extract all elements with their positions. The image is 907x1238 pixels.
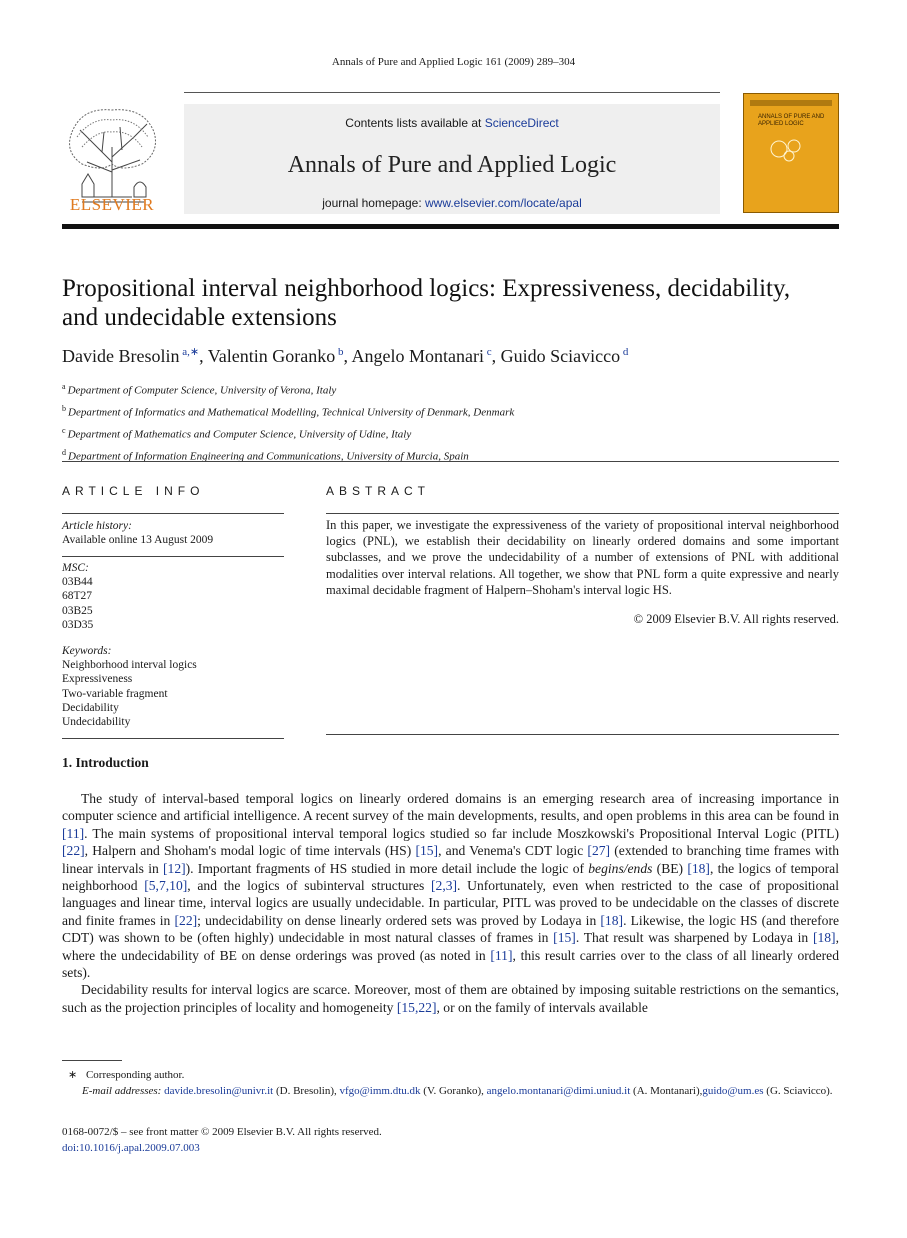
masthead-thick-rule xyxy=(62,224,839,229)
affiliation-text: Department of Informatics and Mathematical Modelling, Technical University of Denmark, Denmark xyxy=(68,406,515,419)
citation-link[interactable]: [11] xyxy=(62,825,85,841)
citation-link[interactable]: [22] xyxy=(62,843,85,859)
history-label: Article history: xyxy=(62,520,132,532)
text-run: , where the undecidability of BE on dense orderings was proved (as noted in xyxy=(62,930,839,963)
keyword: Decidability xyxy=(62,701,119,714)
abstract-text: In this paper, we investigate the expressiveness of the variety of propositional interval neighborhood logics (PNL), we establish their decidability on linearly ordered domains and some important subclasses, and we prove the undecidability of a number of extensions of PNL with additional modalities over interval relations. All together, we show that PNL form a quite expressive and nearly maximal decidable fragment of Halpern–Shoham's interval logic HS. xyxy=(326,518,839,597)
footnote-rule xyxy=(62,1060,122,1061)
text-run: . The main systems of propositional interval temporal logics studied so far include Moszkowski's Propositional Interval Logic (PITL) xyxy=(84,825,839,841)
msc-code: 03B44 xyxy=(62,576,93,589)
paragraph xyxy=(62,790,839,981)
footnotes xyxy=(62,1067,839,1099)
author-affiliation-mark[interactable]: a,∗ xyxy=(179,346,200,358)
title-line-1: Propositional interval neighborhood logics: Expressiveness, decidability, xyxy=(62,275,791,302)
doi-link[interactable]: doi:10.1016/j.apal.2009.07.003 xyxy=(62,1142,200,1154)
text-run: , Halpern and Shoham's modal logic of time intervals (HS) xyxy=(84,843,416,859)
journal-cover-thumbnail xyxy=(743,93,839,213)
affiliation-text: Department of Information Engineering and Communications, University of Murcia, Spain xyxy=(68,450,469,463)
abstract-rule xyxy=(326,734,839,735)
article-title xyxy=(62,274,842,332)
text-run: (BE) xyxy=(652,860,688,876)
corresponding-mark: ∗ xyxy=(68,1069,78,1081)
affiliation xyxy=(62,400,842,422)
text-run: , the logics of temporal neighborhood xyxy=(62,860,839,894)
msc-label: MSC: xyxy=(62,562,89,574)
author-separator: , xyxy=(343,346,352,366)
email-link[interactable]: angelo.montanari@dimi.uniud.it xyxy=(486,1085,631,1097)
keyword: Two-variable fragment xyxy=(62,687,168,700)
keyword-list xyxy=(62,658,284,729)
citation-link[interactable]: [18] xyxy=(687,860,710,876)
author-separator: , xyxy=(491,346,501,366)
msc-code: 03B25 xyxy=(62,604,93,617)
citation-link[interactable]: [22] xyxy=(174,912,198,928)
citation-link[interactable]: [18] xyxy=(812,930,836,946)
cover-decoration-icon xyxy=(764,134,814,164)
affiliation-key: b xyxy=(62,403,68,413)
text-run: ). Important fragments of HS studied in more detail include the logic of xyxy=(185,860,589,876)
affiliation-key: c xyxy=(62,425,68,435)
msc-block xyxy=(62,557,284,644)
keyword: Neighborhood interval logics xyxy=(62,659,197,672)
text-run: . Likewise, the logic HS (and therefore CDT) was shown to be (often highly) undecidable in most natural classes of frames in xyxy=(62,912,840,946)
citation-link[interactable]: [2,3] xyxy=(431,878,458,894)
email-link[interactable]: vfgo@imm.dtu.dk xyxy=(339,1085,421,1097)
abstract-rule xyxy=(326,513,839,514)
corresponding-text: Corresponding author. xyxy=(85,1069,185,1081)
author-name: Davide Bresolin xyxy=(62,346,180,366)
author-affiliation-mark[interactable]: d xyxy=(620,346,629,358)
issn-line: 0168-0072/$ – see front matter © 2009 Elsevier B.V. All rights reserved. xyxy=(62,1126,382,1138)
legal-footer xyxy=(62,1124,382,1156)
msc-code: 68T27 xyxy=(62,590,93,603)
paragraph xyxy=(62,981,839,1016)
abstract xyxy=(326,484,839,626)
keyword: Undecidability xyxy=(62,716,131,729)
email-link[interactable]: davide.bresolin@univr.it xyxy=(164,1085,274,1097)
citation-link[interactable]: [15] xyxy=(553,930,576,946)
text-run: Decidability results for interval logics are scarce. Moreover, most of them are obtained by imposing suitable restrictions on the semantics, such as the projection principles of locality and homogeneity xyxy=(62,982,839,1015)
keywords-block xyxy=(62,644,284,738)
author-affiliation-mark[interactable]: c xyxy=(483,346,492,358)
italic-term: begins/ends xyxy=(588,860,653,876)
author-affiliation-mark[interactable]: b xyxy=(335,346,344,358)
masthead-box xyxy=(184,104,720,214)
affiliation-text: Department of Mathematics and Computer Science, University of Udine, Italy xyxy=(67,428,412,441)
citation-link[interactable]: [15,22] xyxy=(396,999,437,1015)
cover-band xyxy=(750,100,832,106)
email-label: E-mail addresses: xyxy=(82,1085,165,1097)
journal-masthead xyxy=(62,92,839,214)
email-link[interactable]: guido@um.es xyxy=(702,1085,764,1097)
affiliation-list xyxy=(62,378,842,466)
affiliation-key: a xyxy=(62,382,68,391)
citation-link[interactable]: [5,7,10] xyxy=(144,878,188,894)
abstract-heading: ABSTRACT xyxy=(326,484,431,498)
citation-link[interactable]: [12] xyxy=(163,860,186,876)
sciencedirect-link[interactable]: ScienceDirect xyxy=(484,116,559,130)
msc-list xyxy=(62,575,284,632)
text-run: , or on the family of intervals available xyxy=(436,999,648,1015)
keyword: Expressiveness xyxy=(62,673,133,686)
text-run: The study of interval-based temporal logics on linearly ordered domains is an emerging research area of increasing importance in computer science and artificial intelligence. A recent survey of the main developments, results, and open problems in this area can be found in xyxy=(62,791,839,824)
text-run: ; undecidability on dense linearly ordered sets was proved by Lodaya in xyxy=(197,912,601,928)
info-rule xyxy=(62,738,284,739)
front-matter-rule xyxy=(62,461,839,462)
publisher-logo-text: ELSEVIER xyxy=(69,195,155,214)
homepage-prefix: journal homepage: xyxy=(322,196,425,210)
affiliation xyxy=(62,378,842,400)
author-name: Guido Sciavicco xyxy=(500,346,621,366)
author-name: Valentin Goranko xyxy=(207,346,336,366)
journal-homepage-link[interactable]: www.elsevier.com/locate/apal xyxy=(425,196,582,210)
section-heading-introduction: 1. Introduction xyxy=(62,755,149,770)
citation-link[interactable]: [15] xyxy=(415,843,439,859)
author-list xyxy=(62,345,842,367)
affiliation-text: Department of Computer Science, University of Verona, Italy xyxy=(67,384,337,397)
contents-prefix: Contents lists available at xyxy=(345,116,485,130)
email-owner: (V. Goranko), xyxy=(420,1085,487,1097)
history-value: Available online 13 August 2009 xyxy=(62,534,214,547)
text-run: , this result carries over to the class of all linearly ordered sets). xyxy=(62,947,839,981)
email-addresses xyxy=(62,1083,839,1099)
affiliation xyxy=(62,422,842,444)
corresponding-author-note xyxy=(62,1067,839,1083)
text-run: , and Venema's CDT logic xyxy=(438,843,588,859)
email-owner: (D. Bresolin), xyxy=(273,1085,340,1097)
homepage-line xyxy=(184,196,720,210)
running-head: Annals of Pure and Applied Logic 161 (2009) 289–304 xyxy=(331,56,576,68)
affiliation xyxy=(62,444,842,466)
keywords-label: Keywords: xyxy=(62,645,112,657)
text-run: . Unfortunately, even when restricted to the case of propositional languages and linear time, interval logics are usually undecidable. In particular, PITL was proved to be undecidable on the classes of discrete and finite frames in xyxy=(62,878,839,928)
article-history xyxy=(62,514,284,556)
citation-link[interactable]: [11] xyxy=(490,947,513,963)
text-run: . That result was sharpened by Lodaya in xyxy=(575,930,813,946)
citation-link[interactable]: [27] xyxy=(587,843,611,859)
abstract-copyright: © 2009 Elsevier B.V. All rights reserved. xyxy=(633,612,839,626)
article-info-heading: ARTICLE INFO xyxy=(62,484,205,498)
msc-code: 03D35 xyxy=(62,618,94,631)
contents-line xyxy=(184,116,720,130)
article-info xyxy=(62,484,284,739)
body-text xyxy=(62,790,839,1016)
text-run: , and the logics of subinterval structures xyxy=(187,878,431,894)
author-separator: , xyxy=(199,346,208,366)
affiliation-key: d xyxy=(62,447,68,457)
email-owner: (G. Sciavicco). xyxy=(763,1085,833,1097)
text-run: (extended to branching time frames with linear intervals in xyxy=(62,843,839,876)
masthead-rule xyxy=(184,92,720,93)
email-owner: (A. Montanari), xyxy=(630,1085,703,1097)
cover-title: ANNALS OF PURE AND APPLIED LOGIC xyxy=(758,114,825,127)
journal-name: Annals of Pure and Applied Logic xyxy=(287,152,617,178)
author-name: Angelo Montanari xyxy=(351,346,484,366)
citation-link[interactable]: [18] xyxy=(600,912,624,928)
title-line-2: and undecidable extensions xyxy=(62,304,337,331)
